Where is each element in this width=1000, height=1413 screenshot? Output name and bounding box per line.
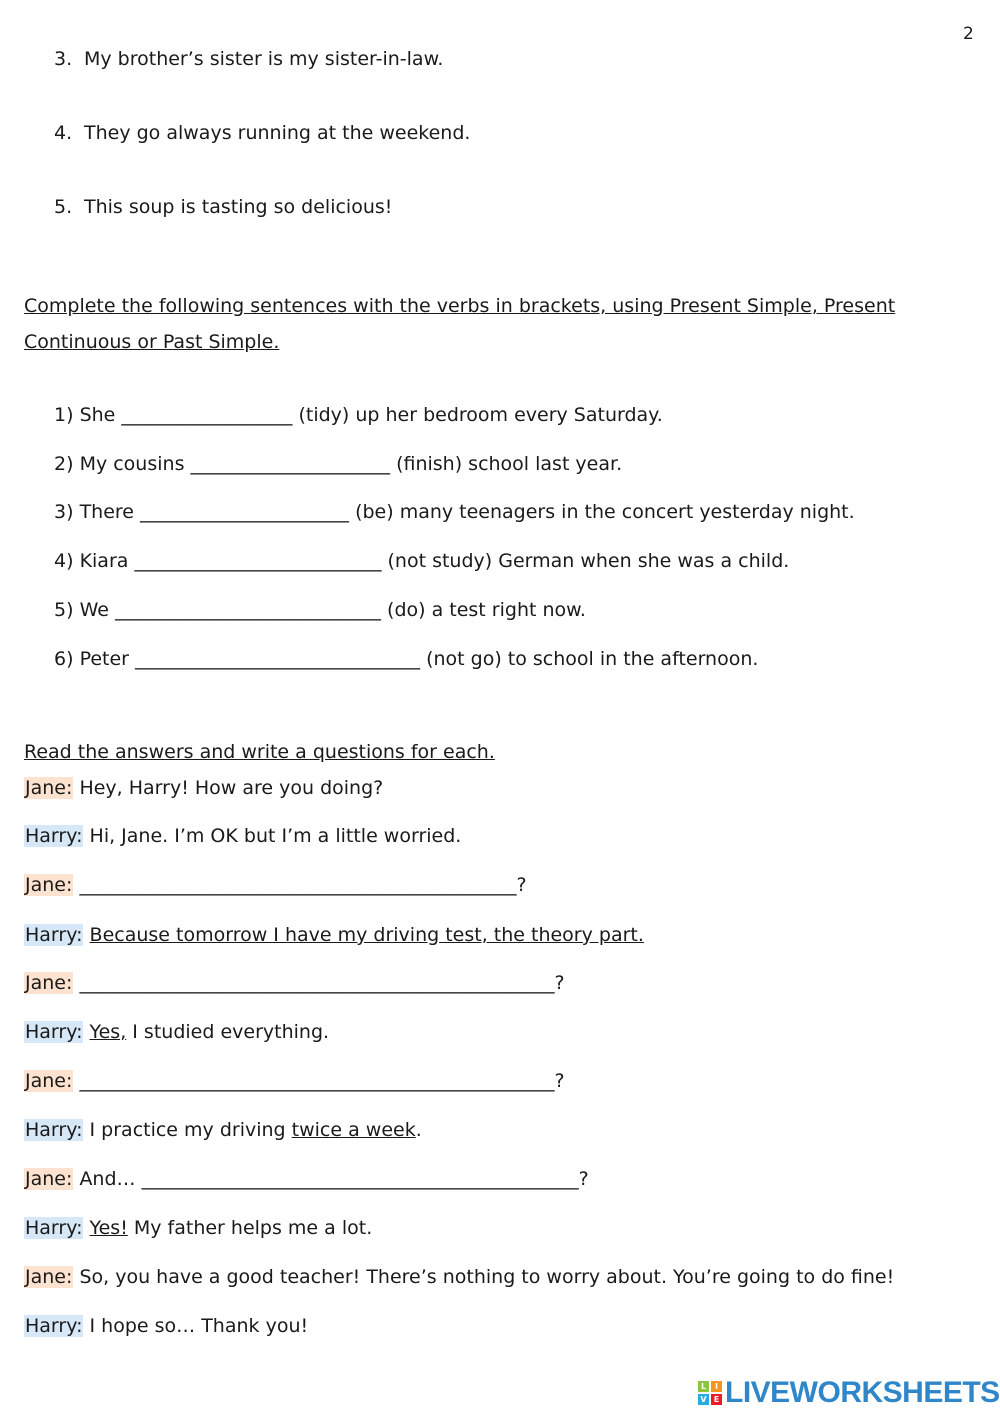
dialogue-line: Jane: ______________________________________________? (25, 874, 527, 896)
fill-item: 3) There ______________________ (be) many teenagers in the concert yesterday night. (54, 501, 855, 523)
answer-blank[interactable]: __________________ (121, 404, 293, 426)
section-instruction: Complete the following sentences with the verbs in brackets, using Present Simple, Present Continuous or Past Simple. (24, 295, 896, 353)
speaker-label: Jane: (25, 874, 73, 896)
liveworksheets-logo: L I V E LIVEWORKSHEETS (698, 1376, 1000, 1410)
speaker-label: Jane: (25, 1266, 73, 1288)
page-number: 2 (963, 24, 974, 44)
speaker-label: Jane: (25, 972, 73, 994)
fill-item: 1) She __________________ (tidy) up her bedroom every Saturday. (54, 404, 663, 426)
answer-blank[interactable]: ______________________________________________ (79, 874, 517, 896)
speaker-label: Jane: (25, 777, 73, 799)
answer-blank[interactable]: _____________________ (190, 453, 391, 475)
speaker-label: Harry: (25, 1021, 83, 1043)
answer-blank[interactable]: ______________________ (140, 501, 350, 523)
answer-blank[interactable]: __________________________________________________ (79, 1070, 555, 1092)
dialogue-line: Jane: So, you have a good teacher! There’s nothing to worry about. You’re going to do fine! (25, 1266, 895, 1288)
dialogue-line: Jane: Hey, Harry! How are you doing? (25, 777, 384, 799)
answer-blank[interactable]: ______________________________ (135, 648, 421, 670)
speaker-label: Jane: (25, 1168, 73, 1190)
fill-item: 4) Kiara __________________________ (not study) German when she was a child. (54, 550, 790, 572)
speaker-label: Harry: (25, 825, 83, 847)
logo-mark-icon: L I V E (698, 1381, 722, 1405)
speaker-label: Harry: (25, 1315, 83, 1337)
fill-item: 5) We ____________________________ (do) a test right now. (54, 599, 586, 621)
dialogue-line: Harry: I hope so… Thank you! (25, 1315, 309, 1337)
dialogue-line: Jane: __________________________________________________? (25, 972, 565, 994)
dialogue-line: Harry: Hi, Jane. I’m OK but I’m a little worried. (25, 825, 462, 847)
speaker-label: Jane: (25, 1070, 73, 1092)
answer-blank[interactable]: ____________________________ (114, 599, 381, 621)
dialogue-line: Jane: __________________________________________________? (25, 1070, 565, 1092)
speaker-label: Harry: (25, 924, 83, 946)
dialogue-line: Harry: Yes! My father helps me a lot. (25, 1217, 373, 1239)
fill-item: 2) My cousins _____________________ (finish) school last year. (54, 453, 623, 475)
answer-blank[interactable]: __________________________ (134, 550, 382, 572)
speaker-label: Harry: (25, 1119, 83, 1141)
list-item: 3. My brother’s sister is my sister-in-law. (54, 48, 444, 70)
list-item: 4. They go always running at the weekend. (54, 122, 471, 144)
dialogue-line: Harry: I practice my driving twice a week. (25, 1119, 422, 1141)
section-instruction: Read the answers and write a questions for each. (24, 741, 495, 763)
dialogue-line: Harry: Because tomorrow I have my driving test, the theory part. (25, 924, 644, 946)
answer-blank[interactable]: __________________________________________________ (79, 972, 555, 994)
dialogue-line: Harry: Yes, I studied everything. (25, 1021, 330, 1043)
answer-blank[interactable]: ______________________________________________ (141, 1168, 579, 1190)
speaker-label: Harry: (25, 1217, 83, 1239)
list-item: 5. This soup is tasting so delicious! (54, 196, 393, 218)
dialogue-line: Jane: And… ______________________________________________? (25, 1168, 589, 1190)
fill-item: 6) Peter ______________________________ (not go) to school in the afternoon. (54, 648, 759, 670)
